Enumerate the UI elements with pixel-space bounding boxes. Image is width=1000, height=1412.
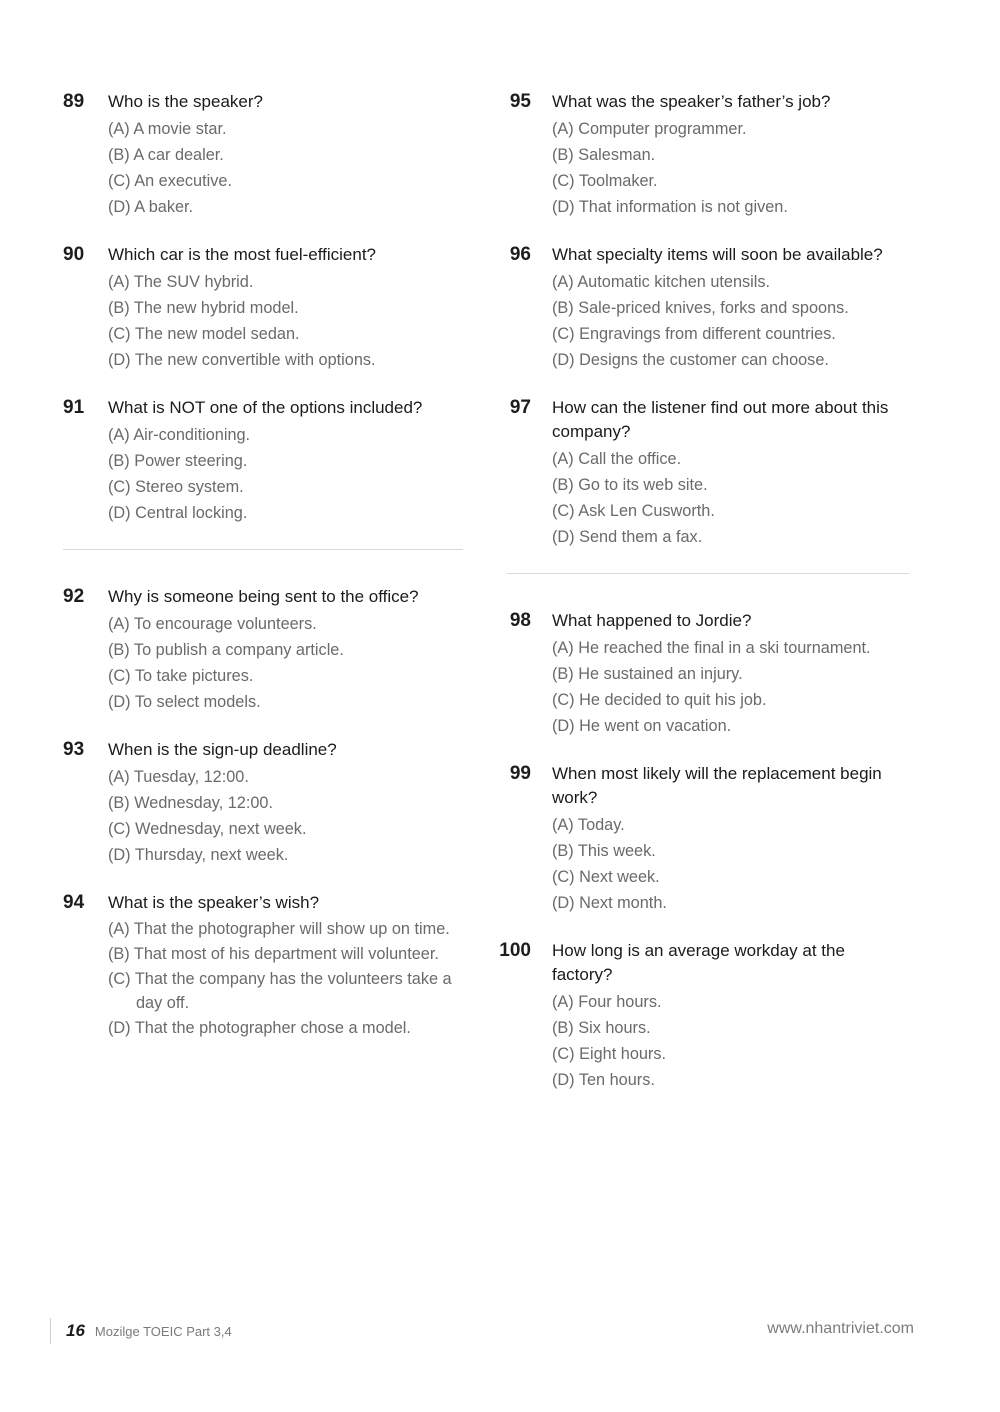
answer-options (108, 611, 463, 715)
section-divider (63, 549, 463, 550)
answer-options (552, 116, 909, 220)
answer-options (108, 764, 463, 868)
option-d: (D) The new convertible with options. (108, 351, 376, 369)
option-d: (D) Next month. (552, 894, 667, 912)
option-c: (C) The new model sedan. (108, 325, 300, 343)
option-a: (A) He reached the final in a ski tournament. (552, 639, 871, 657)
option-b: (B) The new hybrid model. (108, 299, 299, 317)
option-d: (D) Ten hours. (552, 1071, 655, 1089)
answer-options (108, 422, 463, 526)
question-number: 99 (509, 763, 531, 784)
option-c: (C) Toolmaker. (552, 172, 658, 190)
website-url: www.nhantriviet.com (767, 1320, 914, 1337)
question-97 (497, 396, 909, 550)
option-a: (A) Automatic kitchen utensils. (552, 273, 771, 291)
option-b: (B) He sustained an injury. (552, 665, 743, 683)
option-b: (B) Go to its web site. (552, 476, 708, 494)
page-number: 16 (66, 1321, 85, 1340)
option-d: (D) That information is not given. (552, 198, 788, 216)
answer-options (552, 989, 909, 1093)
answer-options (552, 446, 909, 550)
question-text: What specialty items will soon be available? (552, 245, 883, 264)
question-number: 97 (509, 397, 531, 418)
question-text: When is the sign-up deadline? (108, 740, 337, 759)
option-b: (B) A car dealer. (108, 146, 224, 164)
question-90 (63, 243, 463, 373)
question-number: 91 (63, 397, 85, 418)
option-d: (D) To select models. (108, 693, 261, 711)
left-column (63, 90, 463, 1063)
option-c: (C) Eight hours. (552, 1045, 667, 1063)
option-c: (C) He decided to quit his job. (552, 691, 767, 709)
option-c: (C) That the company has the volunteers take a day off. (108, 970, 452, 1012)
question-text: What happened to Jordie? (552, 611, 752, 630)
option-b: (B) That most of his department will volunteer. (108, 945, 439, 963)
question-93 (63, 738, 463, 868)
question-98 (497, 609, 909, 739)
question-text: Who is the speaker? (108, 92, 263, 111)
option-b: (B) Sale-priced knives, forks and spoons. (552, 299, 849, 317)
answer-options (108, 116, 463, 220)
option-a: (A) Today. (552, 816, 625, 834)
option-d: (D) He went on vacation. (552, 717, 732, 735)
question-number: 92 (63, 586, 85, 607)
answer-options (552, 269, 909, 373)
question-95 (497, 90, 909, 220)
option-d: (D) That the photographer chose a model. (108, 1019, 411, 1037)
option-d: (D) Central locking. (108, 504, 248, 522)
option-c: (C) To take pictures. (108, 667, 254, 685)
question-100 (497, 939, 909, 1093)
question-text: How can the listener find out more about this company? (552, 398, 889, 441)
option-d: (D) Thursday, next week. (108, 846, 289, 864)
question-99 (497, 762, 909, 916)
option-a: (A) To encourage volunteers. (108, 615, 317, 633)
option-c: (C) Engravings from different countries. (552, 325, 836, 343)
question-text: Why is someone being sent to the office? (108, 587, 419, 606)
option-a: (A) The SUV hybrid. (108, 273, 254, 291)
question-number: 96 (509, 244, 531, 265)
section-divider (507, 573, 909, 574)
question-number: 93 (63, 739, 85, 760)
answer-options (552, 635, 909, 739)
option-a: (A) Four hours. (552, 993, 662, 1011)
question-text: What is NOT one of the options included? (108, 398, 423, 417)
option-b: (B) Power steering. (108, 452, 248, 470)
question-96 (497, 243, 909, 373)
option-a: (A) A movie star. (108, 120, 227, 138)
question-text: How long is an average workday at the factory? (552, 941, 845, 984)
question-text: What is the speaker’s wish? (108, 893, 320, 912)
answer-options (552, 812, 909, 916)
option-c: (C) Stereo system. (108, 478, 244, 496)
option-d: (D) Send them a fax. (552, 528, 703, 546)
option-a: (A) Call the office. (552, 450, 682, 468)
option-c: (C) Next week. (552, 868, 660, 886)
question-number: 98 (509, 610, 531, 631)
book-title: Mozilge TOEIC Part 3,4 (94, 1323, 232, 1339)
question-number: 94 (63, 892, 85, 913)
question-text: Which car is the most fuel-efficient? (108, 245, 377, 264)
question-number: 89 (63, 91, 85, 112)
answer-options (108, 269, 463, 373)
question-94 (63, 891, 463, 1040)
option-c: (C) Ask Len Cusworth. (552, 502, 715, 520)
question-text: When most likely will the replacement begin work? (552, 764, 882, 807)
option-a: (A) Computer programmer. (552, 120, 747, 138)
option-d: (D) A baker. (108, 198, 194, 216)
option-b: (B) Salesman. (552, 146, 656, 164)
question-92 (63, 585, 463, 715)
question-number: 90 (63, 244, 85, 265)
option-b: (B) This week. (552, 842, 656, 860)
option-a: (A) Air-conditioning. (108, 426, 251, 444)
question-text: What was the speaker’s father’s job? (552, 92, 831, 111)
option-b: (B) Six hours. (552, 1019, 651, 1037)
answer-options (108, 917, 463, 1040)
question-91 (63, 396, 463, 526)
option-d: (D) Designs the customer can choose. (552, 351, 829, 369)
option-c: (C) Wednesday, next week. (108, 820, 307, 838)
right-column (497, 90, 909, 1116)
option-a: (A) Tuesday, 12:00. (108, 768, 249, 786)
page-footer (50, 1318, 232, 1344)
option-c: (C) An executive. (108, 172, 232, 190)
question-89 (63, 90, 463, 220)
question-number: 95 (509, 91, 531, 112)
option-b: (B) To publish a company article. (108, 641, 344, 659)
option-b: (B) Wednesday, 12:00. (108, 794, 274, 812)
option-a: (A) That the photographer will show up on time. (108, 920, 450, 938)
question-number: 100 (499, 940, 531, 961)
